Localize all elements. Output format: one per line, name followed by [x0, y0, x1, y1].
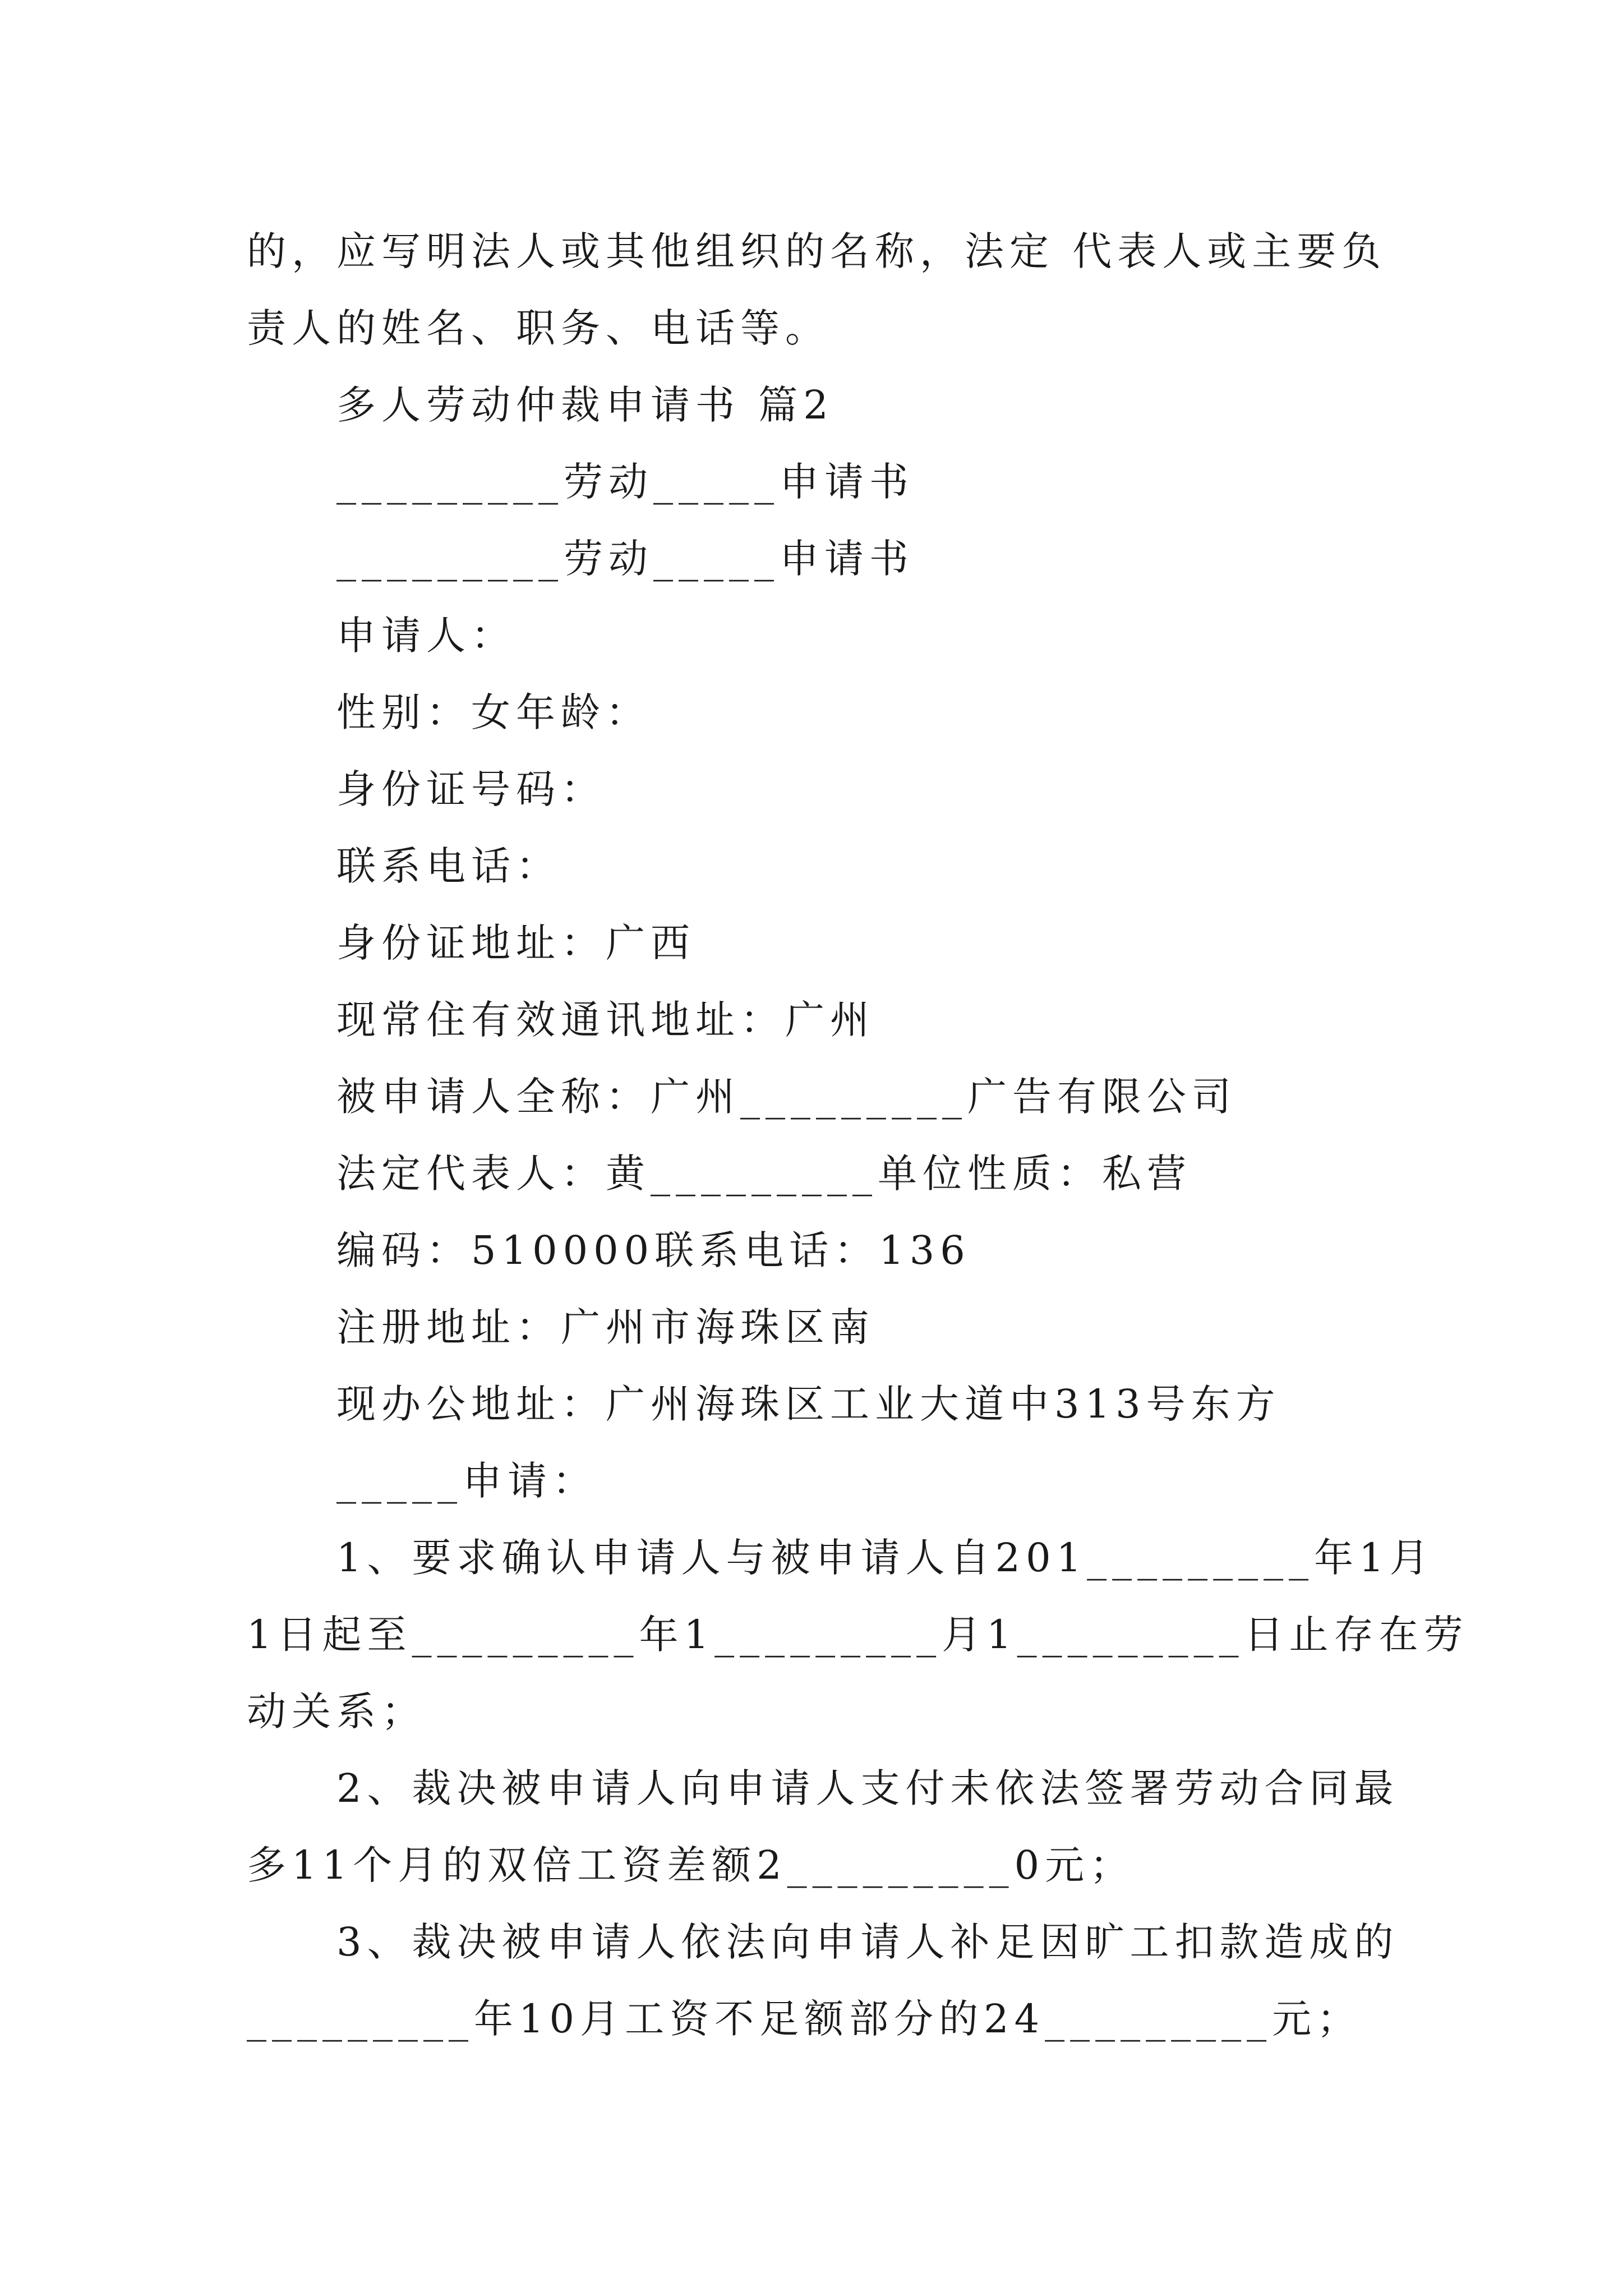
office-address-field: 现办公地址：广州海珠区工业大道中313号东方 — [336, 1381, 1281, 1427]
text-line: 的，应写明法人或其他组织的名称，法定 代表人或主要负 — [247, 228, 1387, 274]
document-body — [247, 213, 1469, 2058]
section-title: 多人劳动仲裁申请书 篇2 — [336, 382, 834, 428]
current-address-field: 现常住有效通讯地址：广州 — [336, 997, 875, 1043]
id-number-field: 身份证号码： — [336, 766, 606, 812]
applicant-label: 申请人： — [336, 613, 516, 659]
phone-field: 联系电话： — [336, 843, 561, 889]
request-item-2-cont: 多11个月的双倍工资差额2_________0元； — [247, 1842, 1135, 1888]
text-line: 责人的姓名、职务、电话等。 — [247, 305, 830, 351]
request-item-1-cont: 动关系； — [247, 1688, 426, 1734]
legal-representative-field: 法定代表人：黄_________单位性质：私营 — [336, 1151, 1192, 1197]
document-title: _________劳动_____申请书 — [336, 459, 914, 505]
respondent-name-field: 被申请人全称：广州_________广告有限公司 — [336, 1074, 1237, 1120]
request-item-2: 2、裁决被申请人向申请人支付未依法签署劳动合同最 — [336, 1765, 1399, 1811]
request-heading: _____申请： — [336, 1458, 597, 1504]
id-address-field: 身份证地址：广西 — [336, 920, 695, 966]
request-item-3: 3、裁决被申请人依法向申请人补足因旷工扣款造成的 — [336, 1919, 1399, 1965]
registered-address-field: 注册地址：广州市海珠区南 — [336, 1304, 875, 1350]
request-item-1: 1、要求确认申请人与被申请人自201_________年1月 — [336, 1535, 1435, 1581]
postcode-phone-field: 编码：510000联系电话：136 — [336, 1227, 971, 1273]
document-title: _________劳动_____申请书 — [336, 536, 914, 582]
gender-age-field: 性别：女年龄： — [336, 689, 651, 735]
request-item-1-cont: 1日起至_________年1_________月1_________日止存在劳 — [247, 1612, 1469, 1658]
request-item-3-cont: _________年10月工资不足额部分的24_________元； — [247, 1996, 1362, 2042]
